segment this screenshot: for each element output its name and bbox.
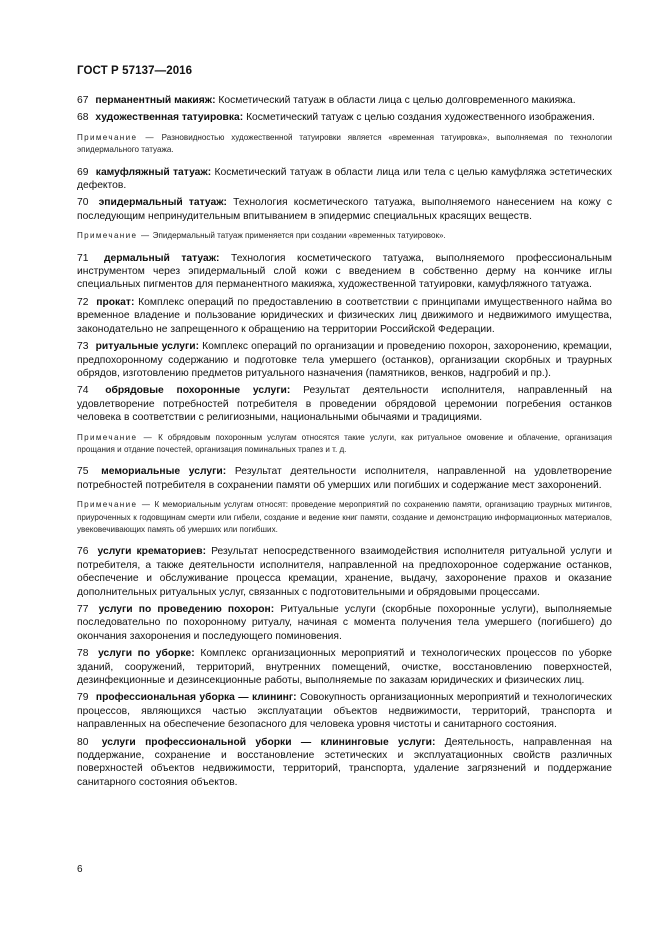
term-entry [77, 603, 612, 643]
term-name: дермальный татуаж: [104, 252, 220, 264]
term-definition: Результат деятельности исполнителя, направленной на удовлетворение потребностей потребителя в сохранении памяти об умерших или погибших и содержание мест захоронений. [77, 466, 612, 491]
term-name: ритуальные услуги: [95, 341, 199, 353]
term-definition: Косметический татуаж в области лица с целью долговременного макияжа. [218, 95, 576, 106]
term-entry [77, 384, 612, 424]
term-name: перманентный макияж: [95, 95, 216, 106]
term-entry [77, 545, 612, 599]
term-number: 75 [77, 466, 89, 478]
term-definition: Технология косметического татуажа, выполняемого профессиональным инструментом через эпидермальный слой кожи с введением в собственно дерму на кончике иглы специальных пигментов для перманентного макияжа, художественной татуировки, камуфляжного татуажа. [77, 252, 612, 291]
term-definition: Результат непосредственного взаимодействия исполнителя ритуальной услуги и потребителя, а также деятельности исполнителя, направленной на предпохоронное содержание останков, обеспечение и обслуживание процесса кремации, хранение, выдачу, захоронение прахов и оказание дополнительных ритуальных услуг, связанных с подготовительными и обрядовыми процессами. [77, 546, 612, 598]
term-number: 68 [77, 112, 89, 124]
term-definition: Комплекс операций по предоставлению в соответствии с принципами имущественного найма во временное владение и пользование юридических и физических лиц движимого и недвижимого имущества, законодательно не запрещенного к обращению на территории Российской Федерации. [77, 296, 612, 335]
term-entry [77, 340, 612, 380]
note-block [77, 230, 612, 242]
document-header: ГОСТ Р 57137—2016 [77, 65, 193, 77]
term-definition: Деятельность, направленная на поддержание, сохранение и восстановление эстетических и эксплуатационных свойств различных поверхностей объектов недвижимости, территорий, транспорта, удаление загрязнений и поддержание санитарного состояния объектов. [77, 736, 612, 788]
note-label: Примечание — [77, 132, 155, 142]
note-block [77, 432, 612, 457]
term-definition: Результат деятельности исполнителя, направленный на удовлетворение потребностей потребителя в проведении обрядовой церемонии погребения останков человека в соответствии с религиозными, национальными обычаями и традициями. [77, 385, 612, 424]
term-number: 72 [77, 296, 89, 308]
term-number: 71 [77, 252, 89, 264]
term-name: услуги по проведению похорон: [98, 604, 275, 615]
term-entry [77, 252, 612, 292]
term-name: услуги по уборке: [98, 648, 195, 660]
term-name: услуги профессиональной уборки — клининговые услуги: [101, 736, 436, 748]
term-entry [77, 296, 612, 336]
term-name: профессиональная уборка — клининг: [95, 692, 297, 704]
note-block [77, 132, 612, 157]
term-definition: Косметический татуаж в области лица или тела с целью камуфляжа эстетических дефектов. [77, 166, 612, 192]
term-number: 77 [77, 604, 89, 615]
page-number: 6 [77, 864, 83, 875]
term-name: художественная татуировка: [95, 112, 244, 124]
note-text: К мемориальным услугам относят: проведение мероприятий по сохранению памяти, организацию траурных митингов, приуроченных к годовщинам смерти или гибели, создание и ведение книг памяти, создание и демонстрацию информационных материалов, увековечивающих память об умерших или погибших. [77, 500, 613, 534]
term-name: камуфляжный татуаж: [95, 166, 212, 178]
term-definition: Совокупность организационных мероприятий и технологических процессов, являющихся частью эксплуатации объектов недвижимости, территорий, транспорта и направленных на обеспечение безопасного для человека уровня чистоты и санитарного состояния. [77, 692, 612, 731]
term-number: 76 [77, 546, 89, 558]
note-text: Эпидермальный татуаж применяется при создании «временных татуировок». [152, 231, 446, 241]
term-name: обрядовые похоронные услуги: [105, 385, 291, 397]
term-entry [77, 196, 612, 223]
term-number: 67 [77, 95, 89, 106]
term-definition: Технология косметического татуажа, выполняемого нанесением на кожу с последующим непринудительным впитыванием в эпидермис специальных красящих веществ. [77, 197, 612, 222]
term-entry [77, 465, 612, 492]
term-name: услуги крематориев: [97, 546, 207, 558]
term-number: 70 [77, 197, 89, 209]
term-number: 80 [77, 736, 89, 748]
term-entry [77, 647, 612, 687]
term-name: эпидермальный татуаж: [98, 197, 227, 209]
term-definition: Косметический татуаж с целью создания художественного изображения. [246, 112, 595, 124]
term-entry [77, 166, 612, 193]
term-entry [77, 736, 612, 790]
term-entry [77, 691, 612, 731]
term-number: 78 [77, 648, 89, 660]
term-definition: Комплекс операций по организации и проведению похорон, захоронению, кремации, предпохоронному содержанию и подготовке тела умершего (останков), организации скорбных и траурных обрядов, изготовлению предметов ритуального назначения (памятников, венков, надгробий и пр.). [77, 341, 612, 379]
term-number: 73 [77, 341, 89, 353]
term-number: 79 [77, 692, 89, 704]
term-entry [77, 94, 612, 107]
term-definition: Ритуальные услуги (скорбные похоронные услуги), выполняемые последовательно по похоронному ритуалу, начиная с момента получения тела умершего (погибшего) до окончания захоронения и последующего поминовения. [77, 604, 612, 642]
term-name: прокат: [96, 296, 135, 308]
term-definition: Комплекс организационных мероприятий и технологических процессов по уборке зданий, сооружений, территорий, внутренних помещений, очистке, восстановлению поверхностей, дезинфекционные и дезинсекционные работы, выполняемые по заказам юридических и физических лиц. [77, 648, 613, 687]
document-body [77, 94, 612, 793]
term-name: мемориальные услуги: [101, 466, 227, 478]
note-label: Примечание — [77, 500, 152, 510]
note-text: К обрядовым похоронным услугам относятся такие услуги, как ритуальное омовение и облачение, организация прощания и отдание почестей, организация поминальных трапез и т. д. [77, 432, 613, 454]
note-label: Примечание — [77, 432, 154, 442]
note-text: Разновидностью художественной татуировки является «временная татуировка», выполняемая по технологии эпидермального татуажа. [77, 132, 612, 155]
term-entry [77, 111, 612, 124]
term-number: 69 [77, 166, 89, 178]
note-label: Примечание — [77, 231, 151, 241]
note-block [77, 499, 612, 536]
term-number: 74 [77, 385, 89, 397]
